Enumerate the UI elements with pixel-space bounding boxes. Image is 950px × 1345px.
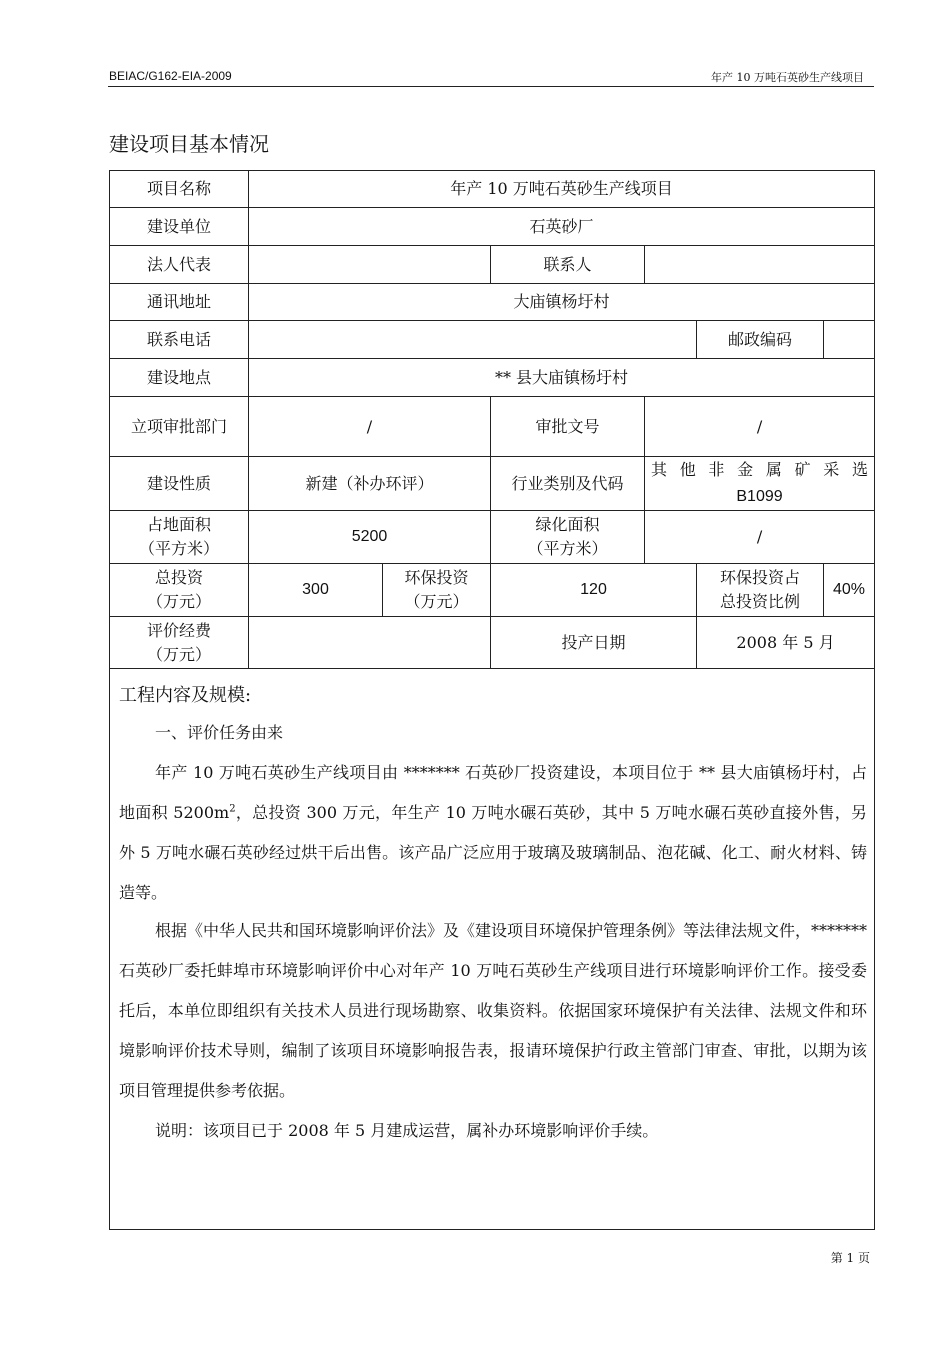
paragraph-project-intro [119, 753, 867, 913]
invest-label [110, 564, 249, 617]
env-invest-value: 120 [491, 564, 697, 617]
address-label: 通讯地址 [110, 284, 249, 321]
page-number: 第 1 页 [830, 1251, 870, 1265]
section-title: 建设项目基本情况 [109, 132, 269, 156]
unit-value: 石英砂厂 [249, 208, 875, 246]
contact-label: 联系人 [491, 246, 645, 284]
invest-label-line2: （万元） [146, 592, 211, 611]
legal-rep-value [249, 246, 491, 284]
industry-category: 其他非金属矿采选 [651, 460, 869, 479]
project-info-table [109, 170, 875, 669]
doc-code: BEIAC/G162-EIA-2009 [109, 69, 232, 83]
env-invest-label-line1: 环保投资 [404, 568, 469, 587]
header-divider [108, 86, 874, 87]
area-label-line1: 占地面积 [146, 515, 211, 534]
approval-no-label: 审批文号 [491, 397, 645, 457]
row-area [110, 511, 875, 564]
header-project-name: 年产 10 万吨石英砂生产线项目 [711, 71, 864, 84]
row-investment [110, 564, 875, 617]
eval-fee-value [249, 617, 491, 669]
paragraph-note: 说明：该项目已于 2008 年 5 月建成运营，属补办环境影响评价手续。 [155, 1121, 659, 1140]
area-unit-superscript: 2 [229, 803, 236, 815]
content-title: 工程内容及规模: [119, 685, 252, 706]
row-nature [110, 457, 875, 511]
paragraph-basis: 根据《中华人民共和国环境影响评价法》及《建设项目环境保护管理条例》等法律法规文件，******* 石英砂厂委托蚌埠市环境影响评价中心对年产 10 万吨石英砂生产线项目进行环境影响评价工作。接受委托后，本单位即组织有关技术人员进行现场勘察、收集资料。依据国家环境保护有关法律、法规文件和环境影响评价技术导则，编制了该项目环境影响报告表，报请环境保护行政主管部门审查、审批，以期为该项目管理提供参考依据。 [119, 921, 868, 1100]
industry-label: 行业类别及代码 [491, 457, 645, 511]
row-site [110, 359, 875, 397]
paragraph-project-intro-a: 年产 10 万吨石英砂生产线项目由 ******* 石英砂厂投资建设，本项目位于 ** 县大庙镇杨圩村，占地面积 5200m [119, 763, 867, 822]
project-name-label: 项目名称 [110, 171, 249, 208]
eval-fee-label-line2: （万元） [146, 644, 211, 664]
invest-label-line1: 总投资 [154, 568, 203, 587]
industry-value [645, 457, 875, 511]
green-value: / [645, 511, 875, 564]
invest-value: 300 [249, 564, 383, 617]
site-value: ** 县大庙镇杨圩村 [249, 359, 875, 397]
ratio-label [697, 564, 824, 617]
phone-label: 联系电话 [110, 321, 249, 359]
project-name-value: 年产 10 万吨石英砂生产线项目 [249, 171, 875, 208]
ratio-label-line1: 环保投资占 [719, 568, 800, 587]
prod-date-label: 投产日期 [491, 617, 697, 669]
row-phone [110, 321, 875, 359]
eval-fee-label-line1: 评价经费 [146, 620, 211, 640]
approval-no-value: / [645, 397, 875, 457]
contact-value [645, 246, 875, 284]
phone-value [249, 321, 697, 359]
area-label [110, 511, 249, 564]
unit-label: 建设单位 [110, 208, 249, 246]
env-invest-label-line2: （万元） [404, 592, 469, 611]
postcode-value [824, 321, 875, 359]
row-unit [110, 208, 875, 246]
row-approval [110, 397, 875, 457]
env-invest-label [383, 564, 491, 617]
row-eval-fee [110, 617, 875, 669]
site-label: 建设地点 [110, 359, 249, 397]
row-legal-rep [110, 246, 875, 284]
paragraph-project-intro-b: ，总投资 300 万元，年生产 10 万吨水碾石英砂，其中 5 万吨水碾石英砂直接外售，另外 5 万吨水碾石英砂经过烘干后出售。该产品广泛应用于玻璃及玻璃制品、泡花碱、化工、耐火材料、铸造等。 [119, 803, 867, 902]
area-label-line2: （平方米） [138, 539, 219, 558]
approval-dept-value: / [249, 397, 491, 457]
ratio-label-line2: 总投资比例 [719, 592, 800, 611]
legal-rep-label: 法人代表 [110, 246, 249, 284]
row-address [110, 284, 875, 321]
industry-code: B1099 [736, 488, 783, 505]
nature-value: 新建（补办环评） [249, 457, 491, 511]
postcode-label: 邮政编码 [697, 321, 824, 359]
ratio-value: 40% [824, 564, 875, 617]
approval-dept-label: 立项审批部门 [110, 397, 249, 457]
area-value: 5200 [249, 511, 491, 564]
green-label [491, 511, 645, 564]
row-project-name [110, 171, 875, 208]
green-label-line1: 绿化面积 [535, 515, 600, 534]
address-value: 大庙镇杨圩村 [249, 284, 875, 321]
prod-date-value: 2008 年 5 月 [697, 617, 875, 669]
green-label-line2: （平方米） [527, 539, 608, 558]
eval-fee-label [110, 617, 249, 669]
content-subhead: 一、评价任务由来 [155, 723, 284, 742]
nature-label: 建设性质 [110, 457, 249, 511]
project-content-box [109, 665, 875, 1230]
